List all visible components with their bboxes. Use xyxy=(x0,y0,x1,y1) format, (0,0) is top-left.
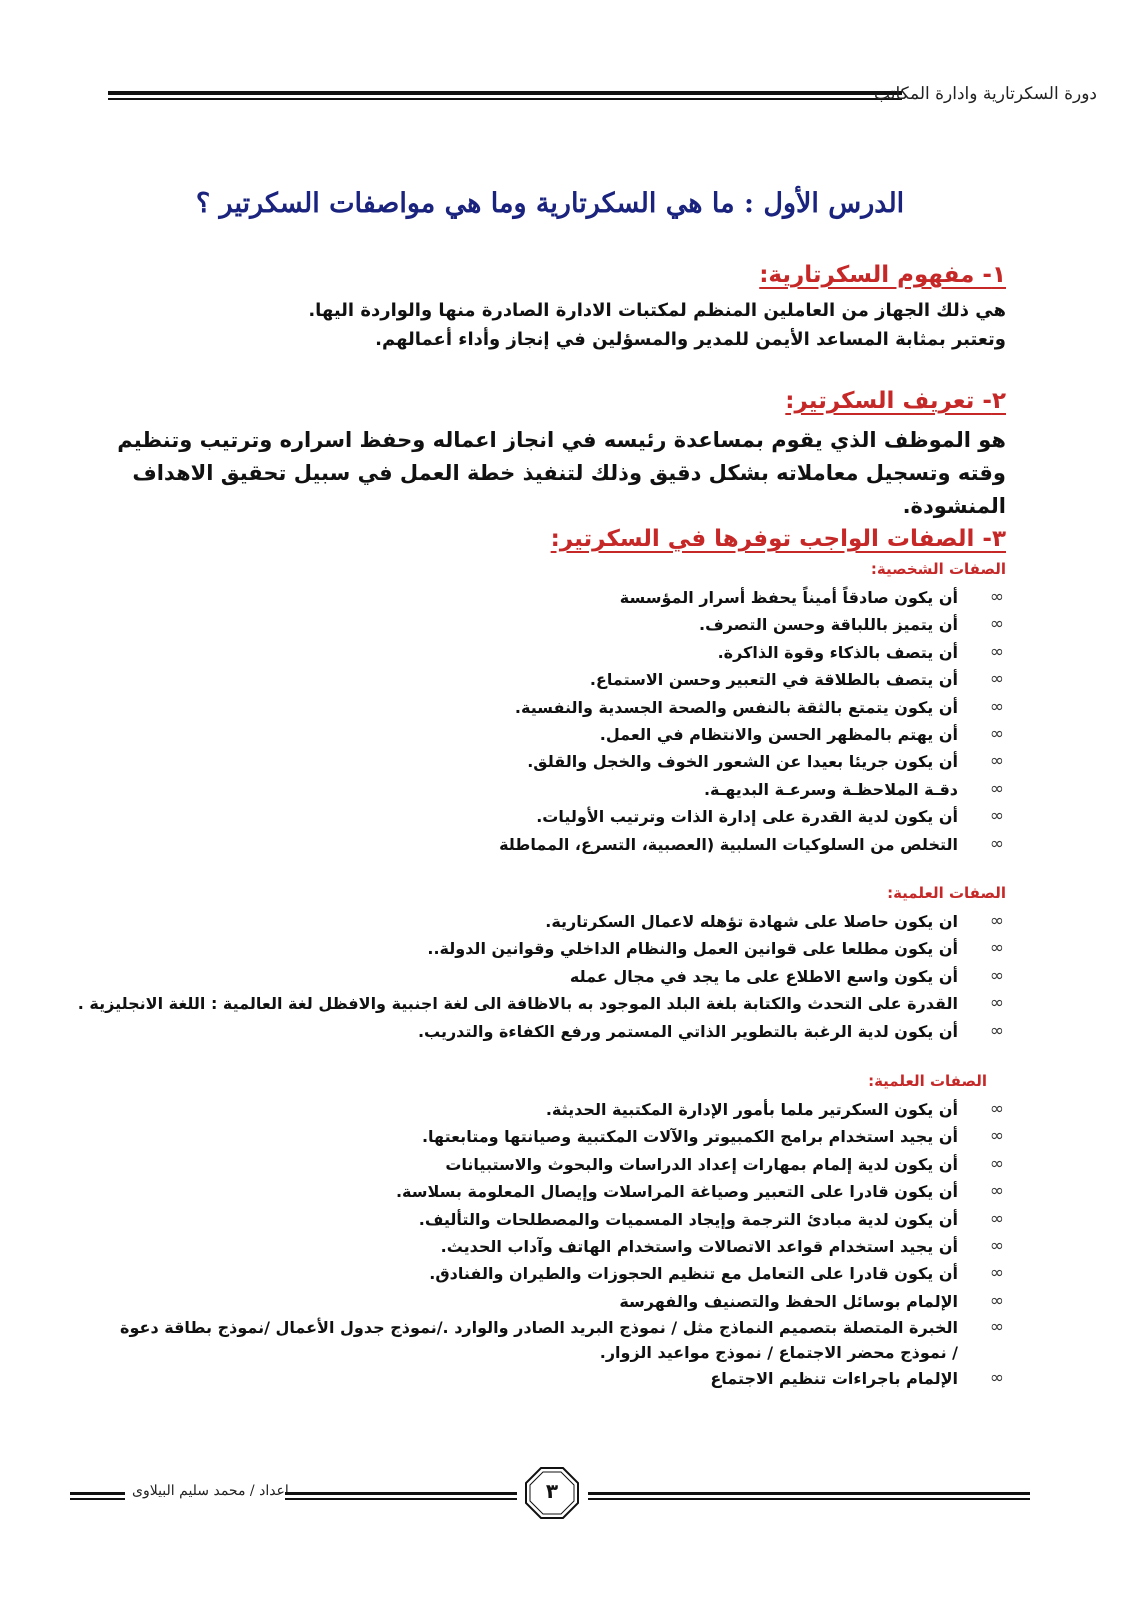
list-item-text: أن يكون يتمتع بالثقة بالنفس والصحة الجسدية والنفسية. xyxy=(514,697,958,717)
infinity-bullet-icon: ∞ xyxy=(989,1181,1004,1202)
footer-rule xyxy=(70,1492,125,1495)
footer-rule xyxy=(588,1492,1030,1495)
list-item-text: أن يكون لدية مبادئ الترجمة وإيجاد المسميات والمصطلحات والتأليف. xyxy=(418,1209,958,1229)
infinity-bullet-icon: ∞ xyxy=(989,614,1004,635)
infinity-bullet-icon: ∞ xyxy=(989,1236,1004,1257)
infinity-bullet-icon: ∞ xyxy=(989,1208,1004,1229)
list-item xyxy=(116,935,1016,962)
page-header xyxy=(108,80,1097,110)
list-item xyxy=(116,584,1016,611)
infinity-bullet-icon: ∞ xyxy=(989,641,1004,662)
infinity-bullet-icon: ∞ xyxy=(989,1020,1004,1041)
infinity-bullet-icon: ∞ xyxy=(989,938,1004,959)
list-item xyxy=(116,1096,1016,1123)
infinity-bullet-icon: ∞ xyxy=(989,911,1004,931)
list-item-text: دقـة الملاحظـة وسرعـة البديهـة. xyxy=(703,779,958,799)
list-item xyxy=(116,1151,1016,1178)
list-item xyxy=(116,1018,1016,1045)
list-item xyxy=(116,1206,1016,1233)
infinity-bullet-icon: ∞ xyxy=(989,1153,1004,1174)
list-item xyxy=(116,1288,1016,1315)
list-item xyxy=(116,1365,1016,1392)
scientific-traits-heading: الصفات العلمية: xyxy=(887,884,1006,902)
list-item xyxy=(116,908,1016,935)
personal-traits-heading: الصفات الشخصية: xyxy=(870,560,1006,578)
infinity-bullet-icon: ∞ xyxy=(989,751,1004,772)
list-item-text: أن يكون قادرا على التعامل مع تنظيم الحجوزات والطيران والفنادق. xyxy=(429,1264,958,1284)
list-item-text: أن يجيد استخدام قواعد الاتصالات واستخدام الهاتف وآداب الحديث. xyxy=(440,1237,958,1257)
infinity-bullet-icon: ∞ xyxy=(989,778,1004,799)
infinity-bullet-icon: ∞ xyxy=(989,669,1004,690)
section1-line: وتعتبر بمثابة المساعد الأيمن للمدير والمسؤلين في إنجاز وأداء أعمالهم. xyxy=(375,329,1006,350)
list-item-text: أن يكون جريئا بعيدا عن الشعور الخوف والخجل والقلق. xyxy=(527,752,958,772)
list-item-text: القدرة على التحدث والكتابة بلغة البلد الموجود به بالاظافة الى لغة اجنبية والافظل لغة العالمية : اللغة الانجليزية . xyxy=(77,994,958,1014)
list-item-text: الإلمام باجراءات تنظيم الاجتماع xyxy=(710,1369,958,1389)
footer-rule xyxy=(285,1492,517,1495)
list-item-text: أن يكون مطلعا على قوانين العمل والنظام الداخلي وقوانين الدولة.. xyxy=(427,939,958,959)
list-item xyxy=(116,1178,1016,1205)
infinity-bullet-icon: ∞ xyxy=(989,587,1004,607)
list-item-text: أن يكون لدية الرغبة بالتطوير الذاتي المستمر ورفع الكفاءة والتدريب. xyxy=(417,1021,958,1041)
list-item-text: أن يكون لدية إلمام بمهارات إعداد الدراسات والبحوث والاستبيانات xyxy=(445,1154,958,1174)
list-item xyxy=(116,1315,1016,1365)
infinity-bullet-icon: ∞ xyxy=(989,1099,1004,1119)
footer-rule xyxy=(70,1498,125,1500)
list-item xyxy=(116,963,1016,990)
list-item-text: ان يكون حاصلا على شهادة تؤهله لاعمال السكرتارية. xyxy=(545,912,958,931)
list-item-text: أن يتصف بالذكاء وقوة الذاكرة. xyxy=(717,642,958,662)
infinity-bullet-icon: ∞ xyxy=(989,1368,1004,1389)
list-item-text: أن يتميز باللباقة وحسن التصرف. xyxy=(698,615,958,635)
list-item-text: التخلص من السلوكيات السلبية (العصبية، التسرع، المماطلة xyxy=(499,834,958,854)
list-item-text: أن يتصف بالطلاقة في التعبير وحسن الاستماع. xyxy=(589,670,958,690)
list-item-text: الخبرة المتصلة بتصميم النماذج مثل / نموذج البريد الصادر والوارد ./نموذج جدول الأعمال /نموذج بطاقة دعوة / نموذج محضر الاجتماع / نموذج مواعيد الزوار. xyxy=(120,1318,958,1363)
list-item xyxy=(116,1260,1016,1287)
section3-heading: ٣- الصفات الواجب توفرها في السكرتير: xyxy=(550,526,1006,552)
list-item xyxy=(116,721,1016,748)
page-number: ٣ xyxy=(545,1479,559,1503)
infinity-bullet-icon: ∞ xyxy=(989,1317,1004,1338)
list-item xyxy=(77,990,1016,1017)
lesson-title: الدرس الأول : ما هي السكرتارية وما هي مواصفات السكرتير ؟ xyxy=(195,188,905,219)
list-item xyxy=(116,694,1016,721)
list-item xyxy=(116,639,1016,666)
page-footer xyxy=(70,1465,1030,1525)
list-item xyxy=(116,1233,1016,1260)
infinity-bullet-icon: ∞ xyxy=(989,1290,1004,1311)
section1-line: هي ذلك الجهاز من العاملين المنظم لمكتبات الادارة الصادرة منها والواردة اليها. xyxy=(308,300,1006,321)
header-title: دورة السكرتارية وادارة المكاتب xyxy=(874,84,1097,104)
scientific-traits-heading-2: الصفات العلمية: xyxy=(868,1072,987,1090)
section1-body xyxy=(306,296,1006,354)
section2-body: هو الموظف الذي يقوم بمساعدة رئيسه في انجاز اعماله وحفظ اسراره وترتيب وتنظيم وقته وتسجيل معاملاته بشكل دقيق وذلك لتنفيذ خطة العمل في سبيل تحقيق الاهداف المنشودة. xyxy=(117,428,1006,518)
list-item xyxy=(116,748,1016,775)
infinity-bullet-icon: ∞ xyxy=(989,806,1004,827)
list-item xyxy=(116,831,1016,858)
list-item-text: أن يهتم بالمظهر الحسن والانتظام في العمل. xyxy=(599,725,958,745)
personal-traits-list xyxy=(116,584,1016,858)
infinity-bullet-icon: ∞ xyxy=(989,833,1004,854)
list-item xyxy=(116,776,1016,803)
list-item-text: أن يكون صادقاً أميناً يحفظ أسرار المؤسسة xyxy=(619,588,958,607)
list-item-text: أن يجيد استخدام برامج الكمبيوتر والآلات المكتبية وصيانتها ومتابعتها. xyxy=(421,1127,958,1147)
infinity-bullet-icon: ∞ xyxy=(989,724,1004,745)
infinity-bullet-icon: ∞ xyxy=(989,696,1004,717)
infinity-bullet-icon: ∞ xyxy=(989,993,1004,1014)
list-item-text: أن يكون السكرتير ملما بأمور الإدارة المكتبية الحديثة. xyxy=(545,1100,958,1119)
list-item xyxy=(116,611,1016,638)
scientific-traits-list-2 xyxy=(116,1096,1016,1393)
list-item-text: أن يكون قادرا على التعبير وصياغة المراسلات وإيصال المعلومة بسلاسة. xyxy=(395,1182,958,1202)
infinity-bullet-icon: ∞ xyxy=(989,965,1004,986)
footer-rule xyxy=(285,1498,517,1500)
infinity-bullet-icon: ∞ xyxy=(989,1126,1004,1147)
list-item xyxy=(116,803,1016,830)
scientific-traits-list xyxy=(77,908,1016,1045)
section2-heading: ٢- تعريف السكرتير: xyxy=(785,388,1006,414)
header-rule-thin xyxy=(108,98,902,100)
list-item xyxy=(116,666,1016,693)
list-item-text: الإلمام بوسائل الحفظ والتصنيف والفهرسة xyxy=(619,1291,958,1311)
list-item-text: أن يكون لدية القدرة على إدارة الذات وترتيب الأوليات. xyxy=(536,807,958,827)
footer-rule xyxy=(588,1498,1030,1500)
section1-heading: ١- مفهوم السكرتارية: xyxy=(759,262,1006,288)
page-number-badge xyxy=(523,1465,581,1521)
list-item-text: أن يكون واسع الاطلاع على ما يجد في مجال عمله xyxy=(569,966,958,986)
list-item xyxy=(116,1123,1016,1150)
footer-author: اعداد / محمد سليم البيلاوى xyxy=(132,1483,289,1499)
infinity-bullet-icon: ∞ xyxy=(989,1263,1004,1284)
